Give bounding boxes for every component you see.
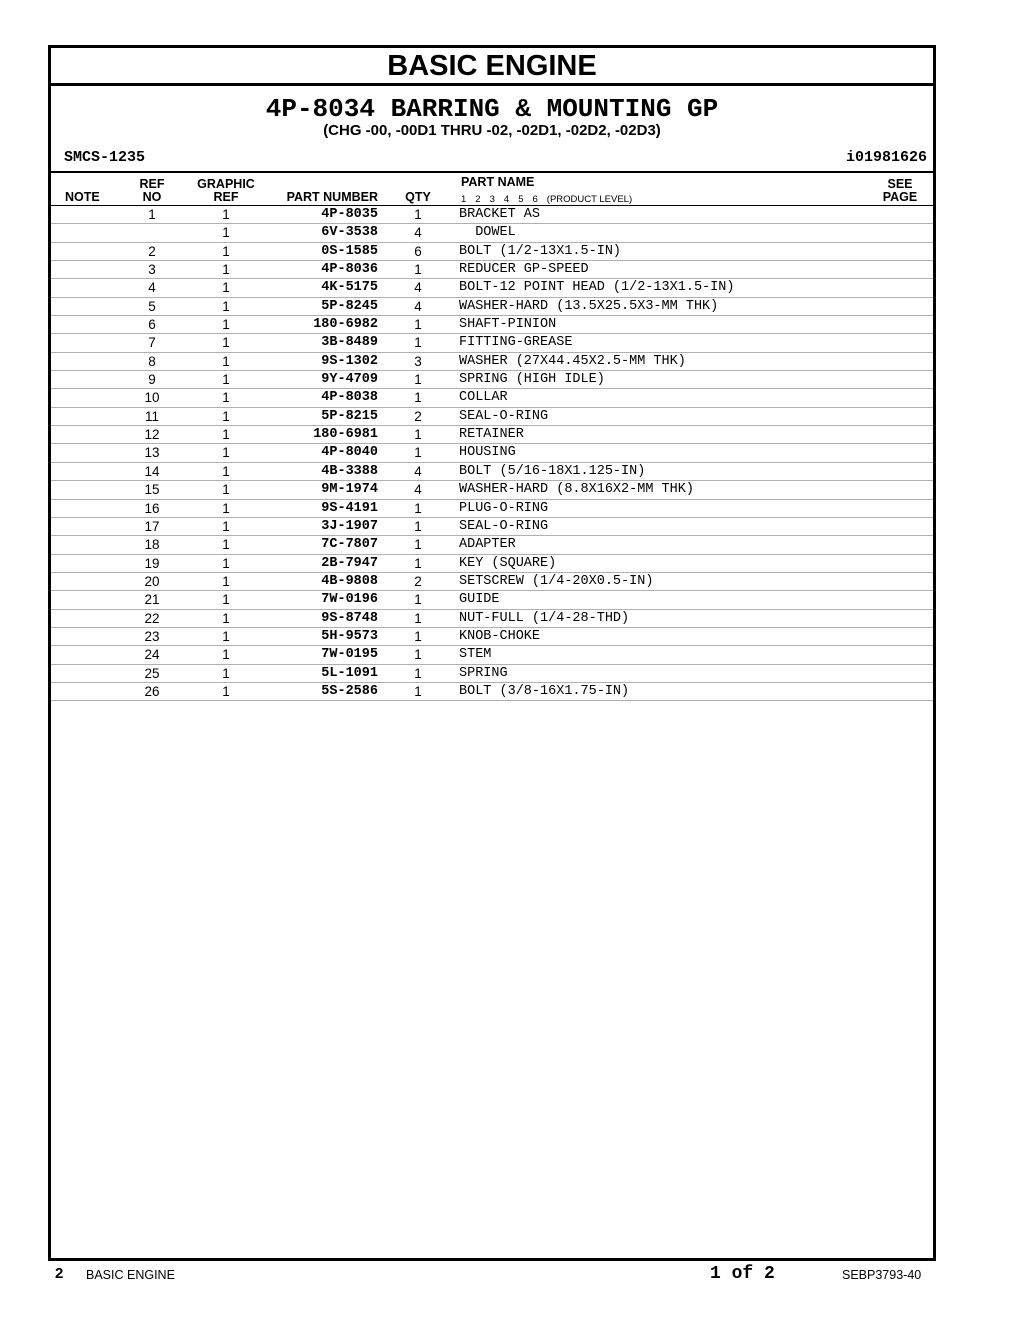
col-qty-header: QTY [405, 190, 431, 204]
graphic-ref-cell: 1 [222, 665, 230, 681]
part-number-cell: 9S-1302 [321, 353, 378, 369]
product-level-scale [461, 194, 641, 205]
table-row [51, 334, 933, 352]
col-see-header-bottom: PAGE [882, 190, 918, 204]
part-name-cell: SPRING [459, 665, 508, 681]
col-see-header-top: SEE [887, 177, 913, 191]
part-number-cell: 180-6981 [313, 427, 378, 443]
part-number-cell: 9M-1974 [321, 482, 378, 498]
part-number-cell: 5P-8215 [321, 408, 378, 424]
part-name-cell: SEAL-O-RING [459, 518, 549, 534]
part-name-cell: GUIDE [459, 592, 500, 608]
footer-section: BASIC ENGINE [86, 1268, 175, 1282]
graphic-ref-cell: 1 [222, 298, 230, 314]
part-number-cell: 5L-1091 [321, 665, 378, 681]
table-row [51, 444, 933, 462]
part-name-cell: DOWEL [459, 225, 516, 241]
ref-cell: 8 [148, 353, 156, 369]
qty-cell: 1 [414, 665, 422, 681]
level-4: 4 [503, 194, 510, 205]
part-number-cell: 6V-3538 [321, 225, 378, 241]
qty-cell: 4 [414, 225, 422, 241]
graphic-ref-cell: 1 [222, 445, 230, 461]
level-3: 3 [489, 194, 495, 205]
table-row [51, 298, 933, 316]
parts-page-frame [48, 45, 936, 1261]
graphic-ref-cell: 1 [222, 482, 230, 498]
table-row [51, 573, 933, 591]
ref-cell: 12 [144, 427, 160, 443]
graphic-ref-cell: 1 [222, 225, 230, 241]
graphic-ref-cell: 1 [222, 335, 230, 351]
ref-cell: 7 [148, 335, 156, 351]
graphic-ref-cell: 1 [222, 537, 230, 553]
part-name-cell: BOLT-12 POINT HEAD (1/2-13X1.5-IN) [459, 280, 735, 296]
header-divider [51, 171, 933, 173]
qty-cell: 1 [414, 390, 422, 406]
table-row [51, 316, 933, 334]
table-row [51, 646, 933, 664]
graphic-ref-cell: 1 [222, 427, 230, 443]
table-row [51, 243, 933, 261]
part-name-cell: KEY (SQUARE) [459, 555, 557, 571]
part-number-cell: 180-6982 [313, 317, 378, 333]
col-ref-header-bottom: NO [142, 190, 162, 204]
part-name-cell: WASHER (27X44.45X2.5-MM THK) [459, 353, 686, 369]
graphic-ref-cell: 1 [222, 390, 230, 406]
footer-form-number: SEBP3793-40 [842, 1268, 922, 1282]
ref-cell: 4 [148, 280, 156, 296]
part-number-cell: 5H-9573 [321, 628, 378, 644]
part-number-cell: 4P-8038 [321, 390, 378, 406]
parts-table [51, 206, 933, 701]
part-name-cell: SPRING (HIGH IDLE) [459, 372, 605, 388]
part-number-cell: 7C-7807 [321, 537, 378, 553]
ref-cell: 11 [144, 408, 159, 424]
ref-cell: 22 [144, 610, 160, 626]
qty-cell: 1 [414, 518, 422, 534]
ref-cell: 23 [144, 628, 160, 644]
table-row [51, 481, 933, 499]
part-number-cell: 4K-5175 [321, 280, 378, 296]
level-5: 5 [518, 194, 524, 205]
table-row [51, 279, 933, 297]
ref-cell: 5 [148, 298, 156, 314]
qty-cell: 1 [414, 317, 422, 333]
ref-cell: 1 [148, 207, 156, 222]
graphic-ref-cell: 1 [222, 555, 230, 571]
table-row [51, 206, 933, 224]
table-row [51, 591, 933, 609]
part-name-cell: SHAFT-PINION [459, 317, 557, 333]
part-name-cell: SEAL-O-RING [459, 408, 549, 424]
graphic-ref-cell: 1 [222, 647, 230, 663]
ref-cell: 16 [144, 500, 160, 516]
table-row [51, 224, 933, 242]
part-name-cell: REDUCER GP-SPEED [459, 262, 589, 278]
qty-cell: 1 [414, 207, 422, 222]
graphic-ref-cell: 1 [222, 280, 230, 296]
graphic-ref-cell: 1 [222, 573, 230, 589]
ref-cell: 24 [144, 647, 160, 663]
level-2: 2 [475, 194, 481, 205]
part-name-cell: RETAINER [459, 427, 524, 443]
part-number-cell: 4B-3388 [321, 463, 378, 479]
ref-cell: 26 [144, 683, 160, 699]
part-name-cell: FITTING-GREASE [459, 335, 573, 351]
graphic-ref-cell: 1 [222, 628, 230, 644]
qty-cell: 1 [414, 537, 422, 553]
graphic-ref-cell: 1 [222, 408, 230, 424]
qty-cell: 2 [414, 573, 422, 589]
qty-cell: 1 [414, 647, 422, 663]
part-number-cell: 0S-1585 [321, 243, 378, 259]
ref-cell: 2 [148, 243, 156, 259]
graphic-ref-cell: 1 [222, 317, 230, 333]
graphic-ref-cell: 1 [222, 262, 230, 278]
part-name-cell: BRACKET AS [459, 207, 541, 222]
qty-cell: 1 [414, 592, 422, 608]
table-row [51, 261, 933, 279]
document-id: i01981626 [845, 149, 927, 166]
qty-cell: 1 [414, 683, 422, 699]
section-title: BASIC ENGINE [51, 48, 933, 86]
col-part-number-header: PART NUMBER [286, 190, 378, 204]
footer-page-of: 1 of 2 [710, 1264, 775, 1284]
part-number-cell: 4P-8035 [321, 207, 378, 222]
part-number-cell: 4P-8036 [321, 262, 378, 278]
level-1: 1 [461, 194, 467, 205]
qty-cell: 1 [414, 610, 422, 626]
table-row [51, 555, 933, 573]
part-number-cell: 5P-8245 [321, 298, 378, 314]
qty-cell: 1 [414, 262, 422, 278]
qty-cell: 1 [414, 500, 422, 516]
graphic-ref-cell: 1 [222, 353, 230, 369]
part-name-cell: WASHER-HARD (13.5X25.5X3-MM THK) [459, 298, 719, 314]
part-name-cell: PLUG-O-RING [459, 500, 549, 516]
qty-cell: 4 [414, 463, 422, 479]
table-row [51, 518, 933, 536]
part-name-cell: BOLT (1/2-13X1.5-IN) [459, 243, 622, 259]
qty-cell: 1 [414, 372, 422, 388]
graphic-ref-cell: 1 [222, 683, 230, 699]
table-row [51, 463, 933, 481]
table-row [51, 500, 933, 518]
table-row [51, 371, 933, 389]
part-number-cell: 9Y-4709 [321, 372, 378, 388]
ref-cell: 3 [148, 262, 156, 278]
part-number-cell: 4P-8040 [321, 445, 378, 461]
qty-cell: 2 [414, 408, 422, 424]
part-name-cell: COLLAR [459, 390, 508, 406]
ref-cell: 6 [148, 317, 156, 333]
part-number-cell: 7W-0195 [321, 647, 378, 663]
part-number-cell: 9S-4191 [321, 500, 378, 516]
part-number-cell: 3J-1907 [321, 518, 378, 534]
graphic-ref-cell: 1 [222, 500, 230, 516]
qty-cell: 4 [414, 280, 422, 296]
graphic-ref-cell: 1 [222, 592, 230, 608]
ref-cell: 13 [144, 445, 160, 461]
part-number-cell: 7W-0196 [321, 592, 378, 608]
level-6: 6 [532, 194, 538, 205]
graphic-ref-cell: 1 [222, 518, 230, 534]
graphic-ref-cell: 1 [222, 243, 230, 259]
ref-cell: 20 [144, 573, 160, 589]
ref-cell: 19 [144, 555, 160, 571]
table-row [51, 353, 933, 371]
qty-cell: 6 [414, 243, 422, 259]
footer-page-number: 2 [55, 1265, 64, 1282]
col-part-name-header: PART NAME [461, 175, 535, 189]
serial-range: (CHG -00, -00D1 THRU -02, -02D1, -02D2, -02D3) [323, 122, 661, 139]
qty-cell: 1 [414, 555, 422, 571]
ref-cell: 14 [144, 463, 160, 479]
table-row [51, 408, 933, 426]
part-name-cell: BOLT (3/8-16X1.75-IN) [459, 683, 630, 699]
part-name-cell: WASHER-HARD (8.8X16X2-MM THK) [459, 482, 694, 498]
ref-cell: 25 [144, 665, 160, 681]
qty-cell: 3 [414, 353, 422, 369]
table-row [51, 536, 933, 554]
part-name-cell: NUT-FULL (1/4-28-THD) [459, 610, 630, 626]
qty-cell: 4 [414, 482, 422, 498]
qty-cell: 4 [414, 298, 422, 314]
product-level-label: (PRODUCT LEVEL) [546, 194, 633, 205]
table-row [51, 683, 933, 701]
graphic-ref-cell: 1 [222, 610, 230, 626]
col-graphic-header-top: GRAPHIC [197, 177, 255, 191]
ref-cell: 15 [144, 482, 160, 498]
graphic-ref-cell: 1 [222, 463, 230, 479]
table-row [51, 389, 933, 407]
ref-cell: 18 [144, 537, 160, 553]
ref-cell: 21 [144, 592, 160, 608]
ref-cell: 9 [148, 372, 156, 388]
graphic-ref-cell: 1 [222, 372, 230, 388]
group-title: 4P-8034 BARRING & MOUNTING GP [265, 94, 719, 124]
part-name-cell: ADAPTER [459, 537, 516, 553]
table-row [51, 426, 933, 444]
table-row [51, 665, 933, 683]
col-note-header: NOTE [65, 190, 100, 204]
qty-cell: 1 [414, 628, 422, 644]
part-number-cell: 3B-8489 [321, 335, 378, 351]
col-ref-header-top: REF [139, 177, 165, 191]
part-name-cell: HOUSING [459, 445, 516, 461]
part-name-cell: STEM [459, 647, 492, 663]
table-row [51, 610, 933, 628]
qty-cell: 1 [414, 335, 422, 351]
part-number-cell: 5S-2586 [321, 683, 378, 699]
part-number-cell: 4B-9808 [321, 573, 378, 589]
part-name-cell: SETSCREW (1/4-20X0.5-IN) [459, 573, 654, 589]
part-name-cell: KNOB-CHOKE [459, 628, 541, 644]
ref-cell: 17 [144, 518, 160, 534]
ref-cell: 10 [144, 390, 160, 406]
graphic-ref-cell: 1 [222, 207, 230, 222]
part-number-cell: 2B-7947 [321, 555, 378, 571]
part-name-cell: BOLT (5/16-18X1.125-IN) [459, 463, 646, 479]
part-number-cell: 9S-8748 [321, 610, 378, 626]
qty-cell: 1 [414, 427, 422, 443]
qty-cell: 1 [414, 445, 422, 461]
table-row [51, 628, 933, 646]
smcs-code: SMCS-1235 [64, 149, 146, 166]
col-graphic-header-bottom: REF [213, 190, 239, 204]
